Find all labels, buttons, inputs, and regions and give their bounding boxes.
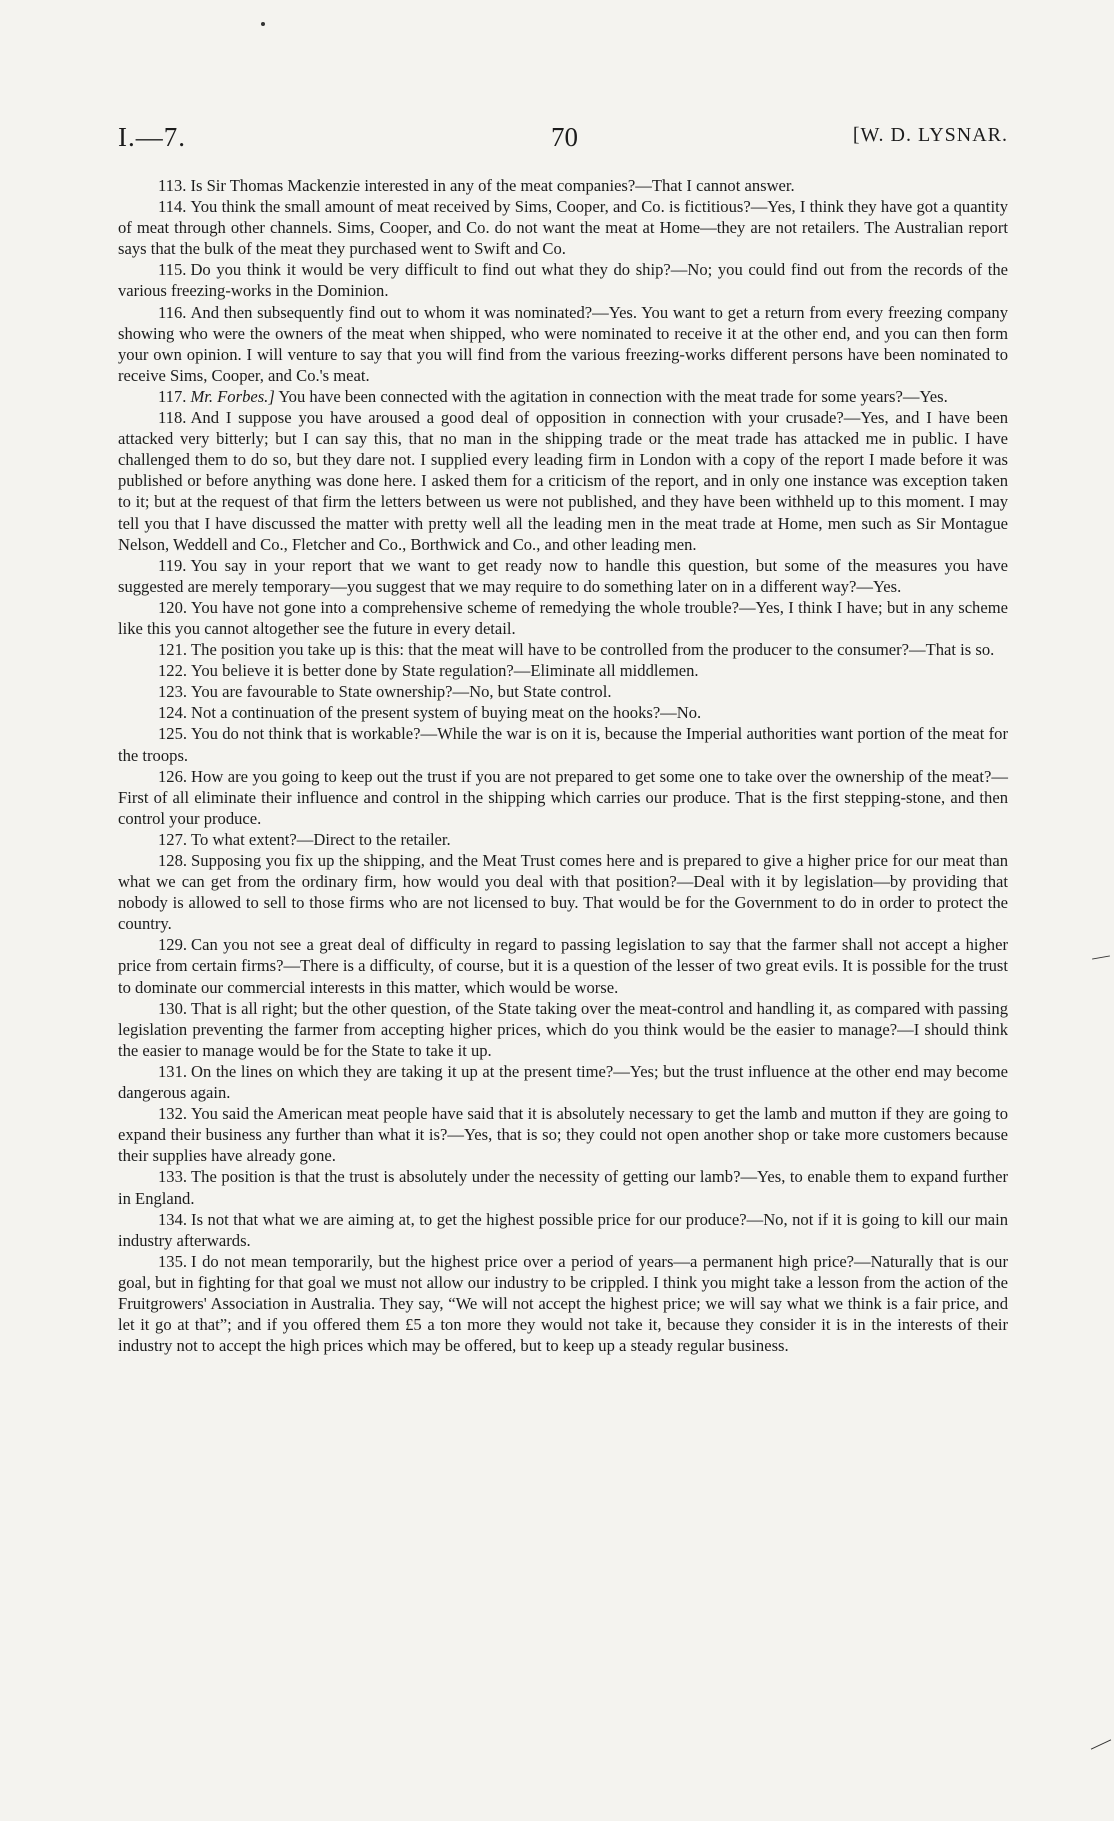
question-134: 134. Is not that what we are aiming at, to get the highest possible price for our produce?—No, not if it is going to kill our main industry afterwards. bbox=[118, 1209, 1008, 1250]
question-116: 116. And then subsequently find out to whom it was nominated?—Yes. You want to get a return from every freezing company showing who were the owners of the meat when shipped, who were nominated to receive it at the other end, and you can then form your own opinion. I will venture to say that you will find from the various freezing-works different persons have been nominated to receive Sims, Cooper, and Co.'s meat. bbox=[118, 302, 1008, 385]
question-135: 135. I do not mean temporarily, but the highest price over a period of years—a permanent high price?—Naturally that is our goal, but in fighting for that goal we must not allow our industry to be crippled. I think you might take a lesson from the action of the Fruitgrowers' Association in Australia. They say, “We will not accept the highest price; we will say what we think is a fair price, and let it go at that”; and if you offered them £5 a ton more they would not take it, because they consider it is in the interests of their industry not to accept the high prices which may be offered, but to keep up a steady regular business. bbox=[118, 1251, 1008, 1356]
page-body bbox=[118, 175, 1008, 1356]
stray-mark bbox=[261, 22, 265, 26]
question-122: 122. You believe it is better done by State regulation?—Eliminate all middlemen. bbox=[158, 661, 699, 681]
page-header bbox=[118, 122, 1008, 158]
question-123: 123. You are favourable to State ownership?—No, but State control. bbox=[158, 682, 612, 702]
question-131: 131. On the lines on which they are taking it up at the present time?—Yes; but the trust influence at the other end may become dangerous again. bbox=[118, 1061, 1008, 1103]
margin-mark bbox=[1092, 955, 1110, 959]
question-113: 113. Is Sir Thomas Mackenzie interested in any of the meat companies?—That I cannot answer. bbox=[158, 176, 795, 195]
question-133: 133. The position is that the trust is absolutely under the necessity of getting our lamb?—Yes, to enable them to expand further in England. bbox=[118, 1167, 1008, 1208]
witness-name: [W. D. LYSNAR. bbox=[852, 124, 1008, 146]
speaker-label: Mr. Forbes.] bbox=[190, 386, 275, 406]
question-127: 127. To what extent?—Direct to the retailer. bbox=[158, 829, 451, 849]
question-120: 120. You have not gone into a comprehensive scheme of remedying the whole trouble?—Yes, I think I have; but in any scheme like this you cannot altogether see the future in every detail. bbox=[118, 597, 1008, 638]
question-119: 119. You say in your report that we want to get ready now to handle this question, but some of the measures you have suggested are merely temporary—you suggest that we may require to do something later on in a different way?—Yes. bbox=[118, 555, 1008, 596]
question-132: 132. You said the American meat people have said that it is absolutely necessary to get the lamb and mutton if they are going to expand their business any further than what it is?—Yes, that is so; they could not open another shop or take more customers because their supplies have already gone. bbox=[118, 1104, 1008, 1166]
question-114: 114. You think the small amount of meat received by Sims, Cooper, and Co. is fictitious?—Yes, I think they have got a quantity of meat through other channels. Sims, Cooper, and Co. do not want the meat at Home—they are not retailers. The Australian report says that the bulk of the meat they purchased went to Swift and Co. bbox=[118, 197, 1008, 259]
question-129: 129. Can you not see a great deal of difficulty in regard to passing legislation to say that the farmer shall not accept a higher price from certain firms?—There is a difficulty, of course, but it is a question of the lesser of two great evils. It is possible for the trust to dominate our commercial interests in this matter, which would be worse. bbox=[118, 935, 1008, 997]
question-128: 128. Supposing you fix up the shipping, and the Meat Trust comes here and is prepared to give a higher price for our meat than what we can get from the ordinary firm, how would you deal with that position?—Deal with it by legislation—by providing that nobody is allowed to sell to those firms who are not licensed to buy. That would be for the Government to do in order to protect the country. bbox=[118, 851, 1008, 934]
question-121: 121. The position you take up is this: that the meat will have to be controlled from the producer to the consumer?—That is so. bbox=[158, 640, 995, 660]
question-117: 117. Mr. Forbes.] You have been connected with the agitation in connection with the meat trade for some years?—Yes. bbox=[158, 386, 948, 406]
question-126: 126. How are you going to keep out the trust if you are not prepared to get some one to take over the ownership of the meat?—First of all eliminate their influence and control in the shipping which carries our produce. That is the first stepping-stone, and then control your produce. bbox=[118, 766, 1008, 828]
question-118: 118. And I suppose you have aroused a good deal of opposition in connection with your crusade?—Yes, and I have been attacked very bitterly; but I can say this, that no man in the shipping trade or the meat trade has attacked me in public. I have challenged them to do so, but they dare not. I supplied every leading firm in London with a copy of the report I made before it was published or before anything was done here. I asked them for a criticism of the report, and in only one instance was exception taken to it; but at the request of that firm the letters between us were not published, and they have been withheld up to this moment. I may tell you that I have discussed the matter with pretty well all the leading men in the meat trade at Home, men such as Sir Montague Nelson, Weddell and Co., Fletcher and Co., Borthwick and Co., and other leading men. bbox=[118, 408, 1008, 554]
margin-mark bbox=[1091, 1739, 1111, 1749]
question-115: 115. Do you think it would be very difficult to find out what they do ship?—No; you could find out from the records of the various freezing-works in the Dominion. bbox=[118, 260, 1008, 301]
question-124: 124. Not a continuation of the present system of buying meat on the hooks?—No. bbox=[158, 703, 702, 723]
question-125: 125. You do not think that is workable?—While the war is on it is, because the Imperial authorities want portion of the meat for the troops. bbox=[118, 724, 1008, 765]
page-number: 70 bbox=[551, 122, 578, 152]
question-130: 130. That is all right; but the other question, of the State taking over the meat-control and handling it, as compared with passing legislation preventing the farmer from accepting higher prices, which do you think would be the easier to manage?—I should think the easier to manage would be for the State to take it up. bbox=[118, 998, 1008, 1060]
document-code: I.—7. bbox=[118, 122, 186, 152]
